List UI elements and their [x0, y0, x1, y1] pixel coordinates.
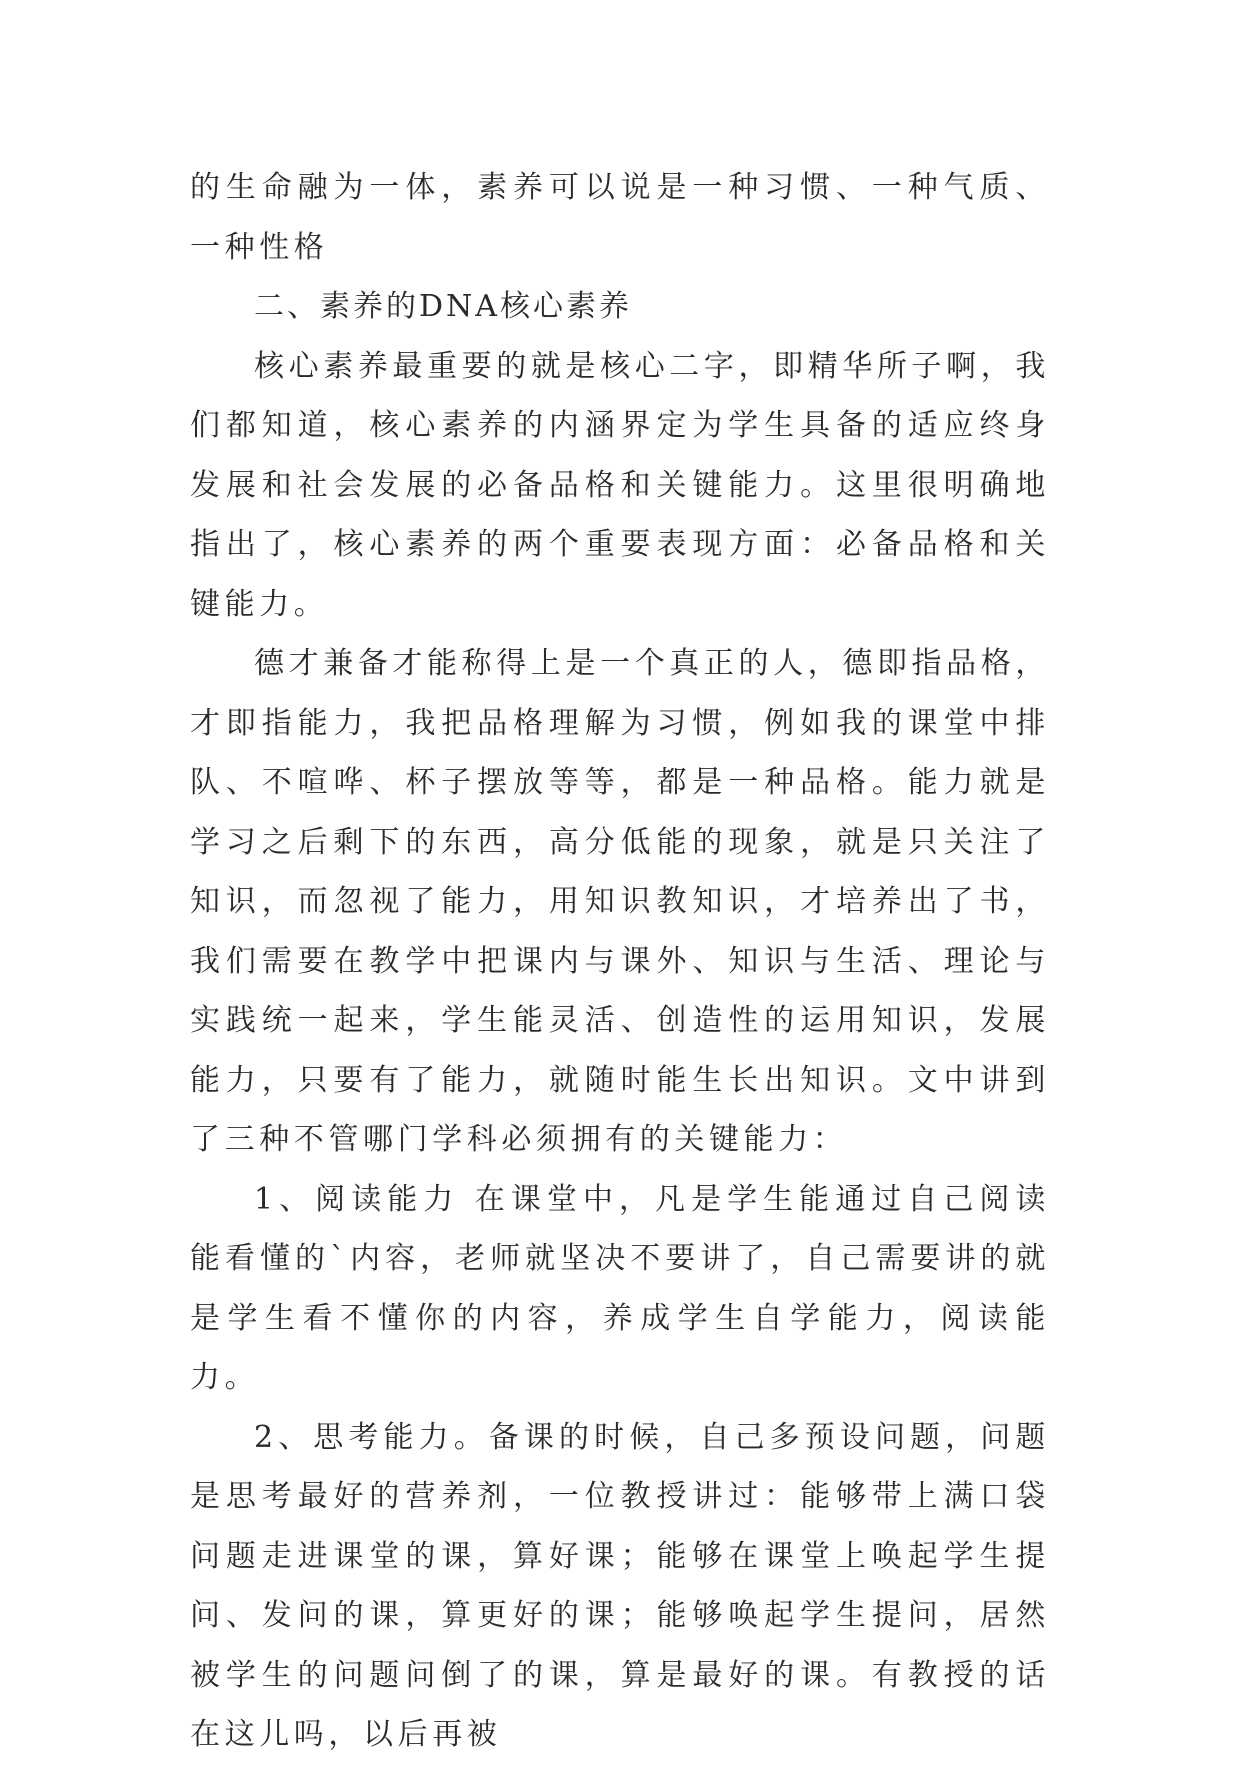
paragraph-character-ability: 德才兼备才能称得上是一个真正的人，德即指品格，才即指能力，我把品格理解为习惯，例如我的课堂中排队、不喧哗、杯子摆放等等，都是一种品格。能力就是学习之后剩下的东西，高分低能的现象，就是只关注了知识，而忽视了能力，用知识教知识，才培养出了书，我们需要在教学中把课内与课外、知识与生活、理论与实践统一起来，学生能灵活、创造性的运用知识，发展能力，只要有了能力，就随时能生长出知识。文中讲到了三种不管哪门学科必须拥有的关键能力：: [190, 646, 1050, 1157]
section-heading: 二、素养的DNA核心素养: [254, 289, 632, 324]
paragraph-continuation: 的生命融为一体，素养可以说是一种习惯、一种气质、一种性格: [190, 170, 1050, 265]
paragraph-core-literacy: 核心素养最重要的就是核心二字，即精华所子啊，我们都知道，核心素养的内涵界定为学生具备的适应终身发展和社会发展的必备品格和关键能力。这里很明确地指出了，核心素养的两个重要表现方面：必备品格和关键能力。: [190, 348, 1050, 622]
document-body: [190, 158, 1050, 1765]
paragraph-thinking-ability: 2、思考能力。备课的时候，自己多预设问题，问题是思考最好的营养剂，一位教授讲过：能够带上满口袋问题走进课堂的课，算好课；能够在课堂上唤起学生提问、发问的课，算更好的课；能够唤起学生提问，居然被学生的问题问倒了的课，算是最好的课。有教授的话在这儿吗，以后再被: [190, 1419, 1050, 1752]
paragraph-reading-ability: 1、阅读能力 在课堂中，凡是学生能通过自己阅读能看懂的`内容，老师就坚决不要讲了，自己需要讲的就是学生看不懂你的内容，养成学生自学能力，阅读能力。: [190, 1181, 1050, 1395]
